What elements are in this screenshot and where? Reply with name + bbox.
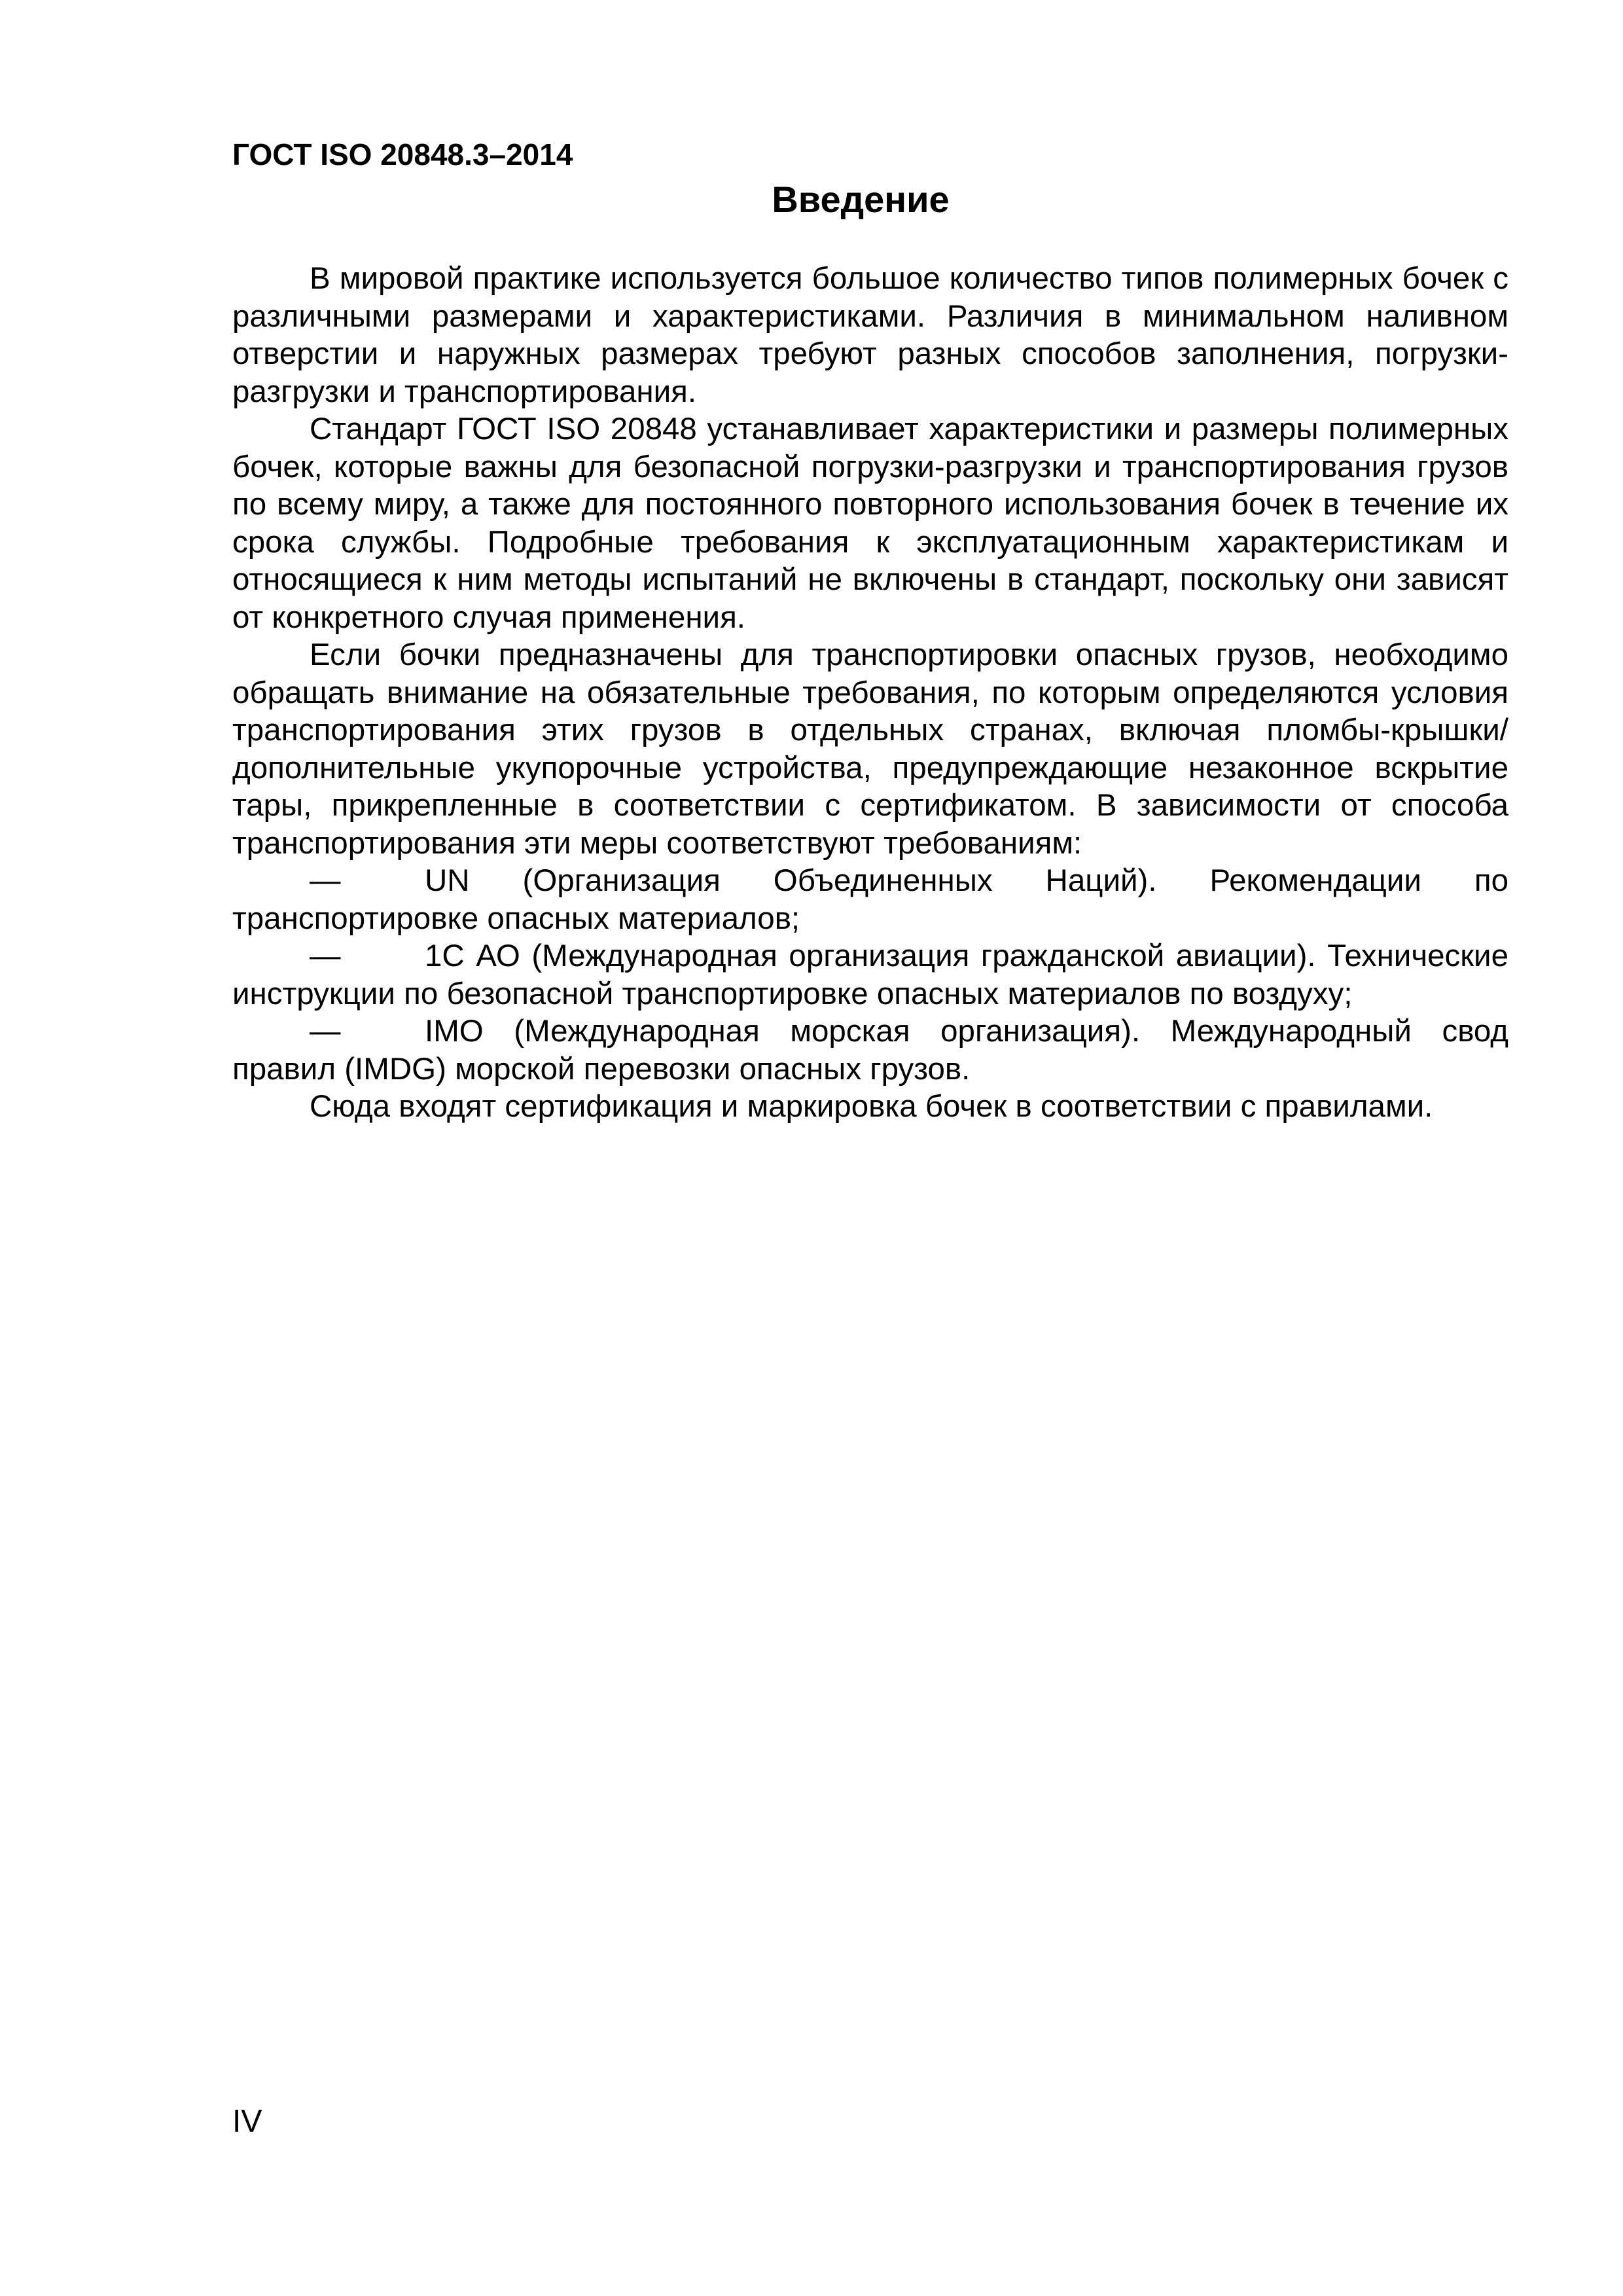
list-item [232,1013,1508,1088]
list-item [232,937,1508,1013]
section-title: Введение [772,179,950,220]
list-marker: — [310,863,341,898]
list-item [232,862,1508,937]
list-item-text: IMO (Международная морская организация). Международный свод правил (IMDG) морской перевозки опасных грузов. [232,1014,1508,1086]
paragraph: Стандарт ГОСТ ISO 20848 устанавливает характеристики и размеры полимерных бочек, которые важны для безопасной погрузки-разгрузки и транспортирования грузов по всему миру, а также для постоянного повторного использования бочек в течение их срока службы. Подробные требования к эксплуатационным характеристикам и относящиеся к ним методы испытаний не включены в стандарт, поскольку они зависят от конкретного случая применения. [232,412,1508,635]
list-marker: — [310,1014,341,1049]
document-body [232,260,1508,1126]
list-marker: — [310,939,341,973]
standard-code: ГОСТ ISO 20848.3–2014 [232,137,573,171]
list-item-text: 1С АО (Международная организация гражданской авиации). Технические инструкции по безопасной транспортировке опасных материалов по воздуху; [232,939,1508,1011]
paragraph: В мировой практике используется большое количество типов полимерных бочек с различными размерами и характеристиками. Различия в минимальном наливном отверстии и наружных размерах требуют разных способов заполнения, погрузки-разгрузки и транспортирования. [232,261,1508,409]
page-number: IV [232,2104,262,2139]
paragraph: Если бочки предназначены для транспортировки опасных грузов, необходимо обращать внимание на обязательные требования, по которым определяются условия транспортирования этих грузов в отдельных странах, включая пломбы-крышки/дополнительные укупорочные устройства, предупреждающие незаконное вскрытие тары, прикрепленные в соответствии с сертификатом. В зависимости от способа транспортирования эти меры соответствуют требованиям: [232,637,1508,861]
list-item-text: UN (Организация Объединенных Наций). Рекомендации по транспортировке опасных материалов; [232,863,1508,936]
closing-paragraph: Сюда входят сертификация и маркировка бочек в соответствии с правилами. [310,1089,1433,1124]
